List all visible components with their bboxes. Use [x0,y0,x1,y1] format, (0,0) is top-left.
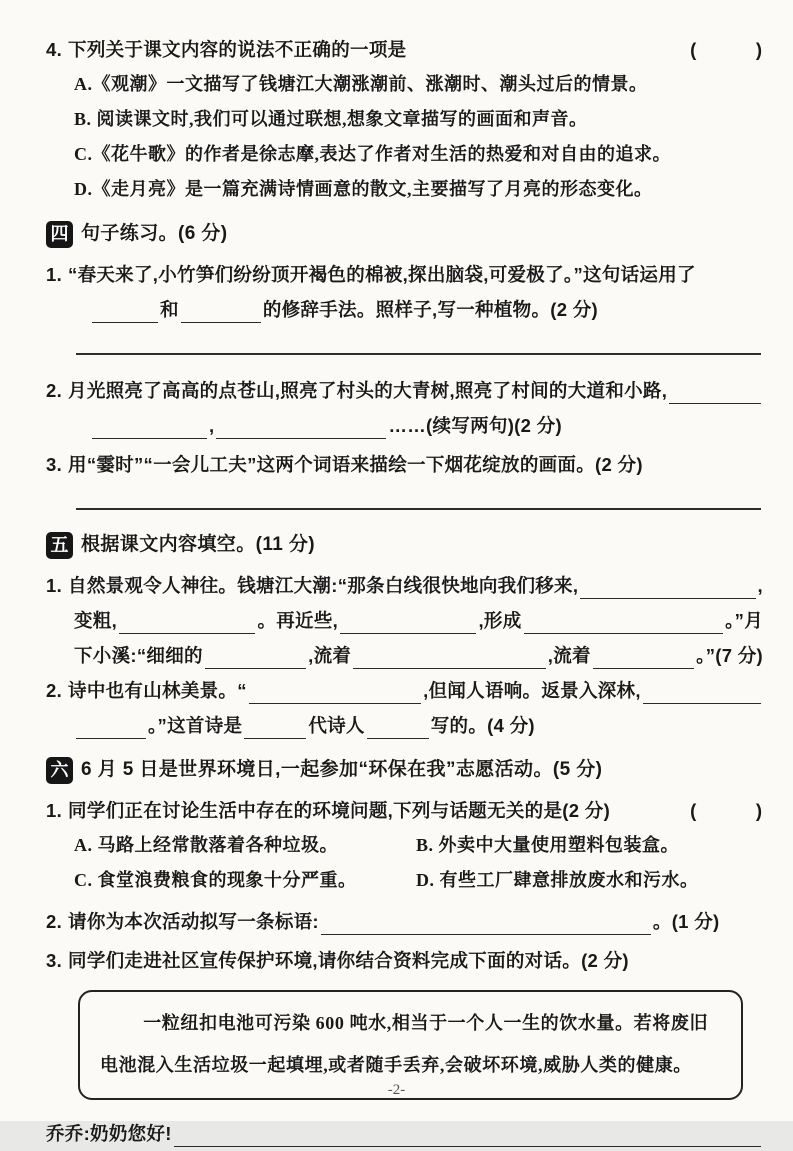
question-4-option-d[interactable]: D.《走月亮》是一篇充满诗情画意的散文,主要描写了月亮的形态变化。 [74,179,653,199]
question-4-option-a[interactable]: A.《观潮》一文描写了钱塘江大潮涨潮前、涨潮时、潮头过后的情景。 [74,74,648,94]
sec4-q2-line2: , ……(续写两句)(2 分) [90,408,763,443]
section-6-header [46,753,763,787]
section-4-header [46,217,763,251]
sec6-q1-options-row1 [74,828,763,863]
sec6-q3-line: 3. 同学们走进社区宣传保护环境,请你结合资料完成下面的对话。(2 分) [46,950,629,971]
sec6-q1-option-c[interactable]: C. 食堂浪费粮食的现象十分严重。 [74,870,357,890]
sec6-q2-line: 2. 请你为本次活动拟写一条标语: 。(1 分) [46,904,763,939]
dialog-line [46,1116,763,1151]
section-6-title: 6 月 5 日是世界环境日,一起参加“环保在我”志愿活动。(5 分) [81,759,603,780]
answer-blank[interactable] [593,654,694,669]
sec4-q3-line1: 3. 用“霎时”“一会儿工夫”这两个词语来描绘一下烟花绽放的画面。(2 分) [46,454,643,475]
answer-blank[interactable] [119,619,255,634]
answer-bracket[interactable]: ( ) [690,39,763,60]
answer-blank[interactable] [216,424,386,439]
sec5-q1-line1: 1. 自然景观令人神往。钱塘江大潮:“那条白线很快地向我们移来, , [46,568,763,603]
answer-blank[interactable] [181,308,261,323]
answer-blank[interactable] [321,920,651,935]
answer-bracket[interactable]: ( ) [690,800,763,821]
sec5-q1-line2: 变粗, 。再近些, ,形成 。”月 [74,603,763,638]
section-5-title: 根据课文内容填空。(11 分) [81,534,316,555]
sec4-q1-line1: 1. “春天来了,小竹笋们纷纷顶开褐色的棉被,探出脑袋,可爱极了。”这句话运用了 [46,264,696,285]
answer-blank[interactable] [249,689,421,704]
question-4-stem-row [46,32,763,67]
sec6-q1-option-a[interactable]: A. 马路上经常散落着各种垃圾。 [74,835,338,855]
sec4-q2-line1: 2. 月光照亮了高高的点苍山,照亮了村头的大青树,照亮了村间的大道和小路, [46,373,763,408]
section-6-badge: 六 [46,757,73,784]
sec6-q1-options-row2 [74,863,763,898]
sec6-q1-stem-row [46,793,763,828]
section-5-badge: 五 [46,532,73,559]
sec5-q2-line2: 。”这首诗是 代诗人 写的。(4 分) [74,708,763,743]
answer-blank[interactable] [340,619,476,634]
sec6-q1-option-b[interactable]: B. 外卖中大量使用塑料包装盒。 [416,835,680,855]
sec6-q1-option-d[interactable]: D. 有些工厂肆意排放废水和污水。 [416,870,699,890]
sec5-q2-line1: 2. 诗中也有山林美景。“ ,但闻人语响。返景入深林, [46,673,763,708]
sec4-q1-line2: 和 的修辞手法。照样子,写一种植物。(2 分) [90,292,763,327]
answer-blank[interactable] [205,654,306,669]
answer-blank[interactable] [643,689,761,704]
answer-blank[interactable] [92,424,207,439]
question-number: 4. [46,39,63,60]
answer-blank[interactable] [524,619,724,634]
answer-line[interactable] [76,327,761,355]
question-4-stem: 4. 下列关于课文内容的说法不正确的一项是 [46,39,407,60]
question-4-option-c[interactable]: C.《花牛歌》的作者是徐志摩,表达了作者对生活的热爱和对自由的追求。 [74,144,671,164]
answer-blank[interactable] [244,724,306,739]
section-5-header [46,528,763,562]
sec6-q1-stem: 1. 同学们正在讨论生活中存在的环境问题,下列与话题无关的是(2 分) [46,800,611,821]
answer-blank[interactable] [174,1132,761,1147]
section-4-badge: 四 [46,221,73,248]
answer-blank[interactable] [669,389,761,404]
answer-blank[interactable] [92,308,158,323]
page-number: -2- [387,1082,406,1098]
answer-blank[interactable] [580,584,755,599]
question-4-option-b[interactable]: B. 阅读课文时,我们可以通过联想,想象文章描写的画面和声音。 [74,109,588,129]
sec5-q1-line3: 下小溪:“细细的 ,流着 ,流着 。”(7 分) [74,638,763,673]
answer-line[interactable] [76,482,761,510]
section-4-title: 句子练习。(6 分) [81,223,228,244]
answer-blank[interactable] [367,724,429,739]
answer-blank[interactable] [76,724,146,739]
info-box-text: 一粒纽扣电池可污染 600 吨水,相当于一个人一生的饮水量。若将废旧电池混入生活垃圾一起填埋,或者随手丢弃,会破坏环境,威胁人类的健康。 [100,1013,709,1075]
dialog-speaker: 乔乔:奶奶您好! [46,1123,172,1144]
answer-blank[interactable] [353,654,546,669]
